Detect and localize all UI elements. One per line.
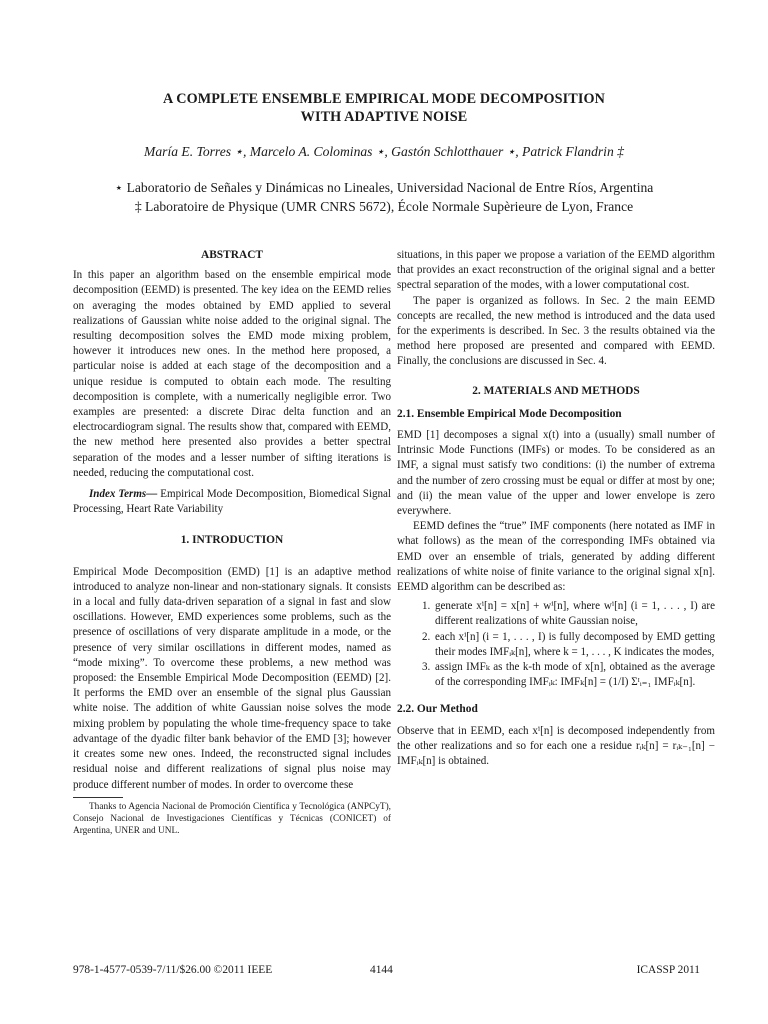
organization-paragraph: The paper is organized as follows. In Sec. 2 the main EEMD concepts are recalled, the new method is introduced and the data used for the experiments is described. In Sec. 3 the results obtained via the method here proposed are presented and compared with EEMD. Finally, the conclusions are discussed in Sec. 4. [397,294,715,368]
introduction-body: Empirical Mode Decomposition (EMD) [1] is an adaptive method introduced to analyze non-linear and non-stationary signals. It consists in a local and fully data-driven separation of a signal in fast and slow oscillations. However, EMD experiences some problems, such as the presence of oscillations of very disparate amplitude in a mode, or the presence of very similar oscillations in different modes, named as “mode mixing”. To overcome these problems, a new method was proposed: the Ensemble Empirical Mode Decomposition (EEMD) [2]. It performs the EMD over an ensemble of the signal plus Gaussian white noise. The addition of white Gaussian noise solves the mode mixing problem by populating the whole time-frequency space to take advantage of the dyadic filter bank behavior of the EMD [3]; however it creates some new ones. Indeed, the reconstructed signal includes residual noise and different realizations of signal plus noise may produce different number of modes. In order to overcome these [73,565,391,791]
affiliation-2: ‡ Laboratoire de Physique (UMR CNRS 5672), École Normale Supèrieure de Lyon, France [134,199,634,214]
index-terms-label: Index Terms— [89,488,158,501]
paper-title [0,90,768,126]
eemd-paragraph: EEMD defines the “true” IMF components (here notated as IMF in what follows) as the mean of the corresponding IMFs obtained via EMD over an ensemble of trials, generated by adding different realizations of white noise of finite variance to the original signal x[n]. EEMD algorithm can be described as: [397,520,715,594]
title-line-1: A COMPLETE ENSEMBLE EMPIRICAL MODE DECOMPOSITION [163,91,605,107]
abstract-body: In this paper an algorithm based on the ensemble empirical mode decomposition (EEMD) is presented. The key idea on the EEMD relies on averaging the modes obtained by EMD applied to several realizations of Gaussian white noise added to the original signal. The resulting decomposition solves the EMD mode mixing problem, however it introduces new ones. In the method here proposed, a particular noise is added at each stage of the decomposition and a unique residue is computed to obtain each mode. The resulting decomposition is complete, with a numerically negligible error. Two examples are presented: a discrete Dirac delta function and an electrocardiogram signal. The results show that, compared with EEMD, the new method here presented also provides a better spectral separation of the modes and a lesser number of sifting iterations is needed, reducing the computational cost. [73,269,391,479]
intro-continuation: situations, in this paper we propose a variation of the EEMD algorithm that provides an exact reconstruction of the original signal and a better spectral separation of the modes, with a lower computational cost. [397,249,715,292]
footnote: Thanks to Agencia Nacional de Promoción Científica y Tecnológica (ANPCyT), Consejo Nacional de Investigaciones Científicas y Técnicas (CONICET) of Argentina, UNER and UNL. [73,801,391,837]
subsection-2-1-heading: 2.1. Ensemble Empirical Mode Decomposition [397,407,622,420]
footer-copyright: 978-1-4577-0539-7/11/$26.00 ©2011 IEEE [73,964,273,976]
section-2-heading: 2. MATERIALS AND METHODS [472,384,640,397]
author-list: María E. Torres ⋆, Marcelo A. Colominas ⋆, Gastón Schlotthauer ⋆, Patrick Flandrin ‡ [144,144,624,159]
left-column [73,248,391,837]
affiliation-1: ⋆ Laboratorio de Señales y Dinámicas no Lineales, Universidad Nacional de Entre Ríos, Argentina [114,180,654,195]
index-terms [73,487,391,517]
footer-conference: ICASSP 2011 [636,964,700,976]
introduction-heading: 1. INTRODUCTION [180,534,284,547]
step-2: 2. each xⁱ[n] (i = 1, . . . , I) is fully decomposed by EMD getting their modes IMFᵢₖ[n], where k = 1, . . . , K indicates the modes, [433,630,715,660]
subsection-2-2-heading: 2.2. Our Method [397,703,478,716]
step-3: 3. assign IMFₖ as the k-th mode of x[n], obtained as the average of the corresponding IMFᵢₖ: IMFₖ[n] = (1/I) Σᴵᵢ₌₁ IMFᵢₖ[n]. [433,660,715,690]
right-column [397,248,715,769]
step-1: 1. generate xⁱ[n] = x[n] + wⁱ[n], where wⁱ[n] (i = 1, . . . , I) are different realizations of white Gaussian noise, [433,599,715,629]
index-terms-text: Empirical Mode Decomposition, Biomedical Signal Processing, Heart Rate Variability [73,488,391,516]
emd-paragraph: EMD [1] decomposes a signal x(t) into a (usually) small number of Intrinsic Mode Functions (IMFs) or modes. To be considered as an IMF, a signal must satisfy two conditions: (i) the number of extrema and the number of zero crossing must be equal or differ at most by one; and (ii) the mean value of the upper and lower envelope is zero everywhere. [397,429,715,518]
eemd-steps [397,599,715,690]
page-number: 4144 [370,964,393,976]
abstract-heading: ABSTRACT [200,249,264,261]
title-line-2: WITH ADAPTIVE NOISE [300,109,468,125]
our-method-paragraph: Observe that in EEMD, each xⁱ[n] is decomposed independently from the other realizations and so for each one a residue rᵢₖ[n] = rᵢₖ₋₁[n] − IMFᵢₖ[n] is obtained. [397,724,715,768]
